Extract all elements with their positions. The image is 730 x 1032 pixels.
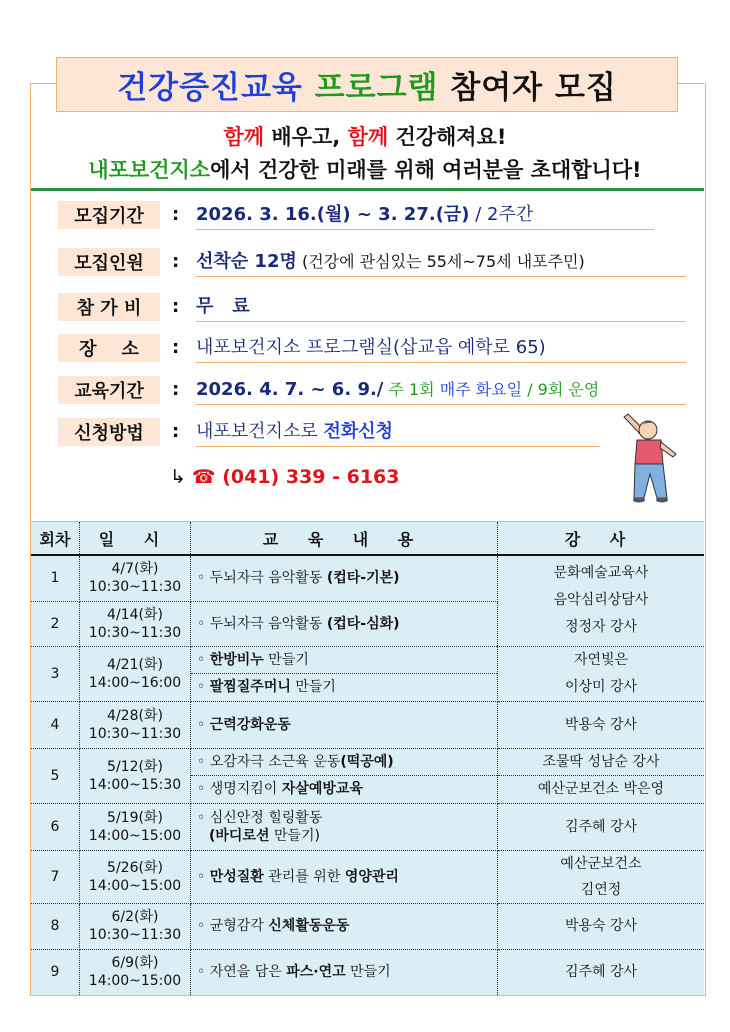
lecturer-cell — [498, 748, 705, 803]
content-text: ◦ 자연을 담은 — [197, 964, 287, 981]
people-extra: (건강에 관심있는 55세~75세 내포주민) — [296, 252, 585, 271]
content-text: 만들기 — [263, 651, 309, 668]
colon: : — [172, 337, 180, 358]
phone-line — [170, 466, 400, 488]
lecturer-text: 정정자 강사 — [564, 619, 638, 636]
content-text: 만들기 — [290, 678, 336, 695]
title-part3: 참여자 모집 — [450, 70, 617, 106]
content-text: 관리를 위한 — [263, 868, 345, 885]
info-value — [196, 376, 686, 405]
content-emph: 팔찜질주머니 — [209, 678, 291, 695]
content-emph: 한방비누 — [209, 651, 264, 668]
info-label: 장 소 — [58, 334, 160, 362]
stretching-person-illustration — [604, 408, 686, 504]
content-text: 만들기) — [269, 827, 320, 844]
time-text: 14:00~15:00 — [88, 877, 182, 894]
lecturer-cell: 김주혜 강사 — [498, 803, 705, 850]
content-emph: 만성질환 — [209, 868, 264, 885]
date-text: 4/21(화) — [107, 656, 163, 673]
content-cell — [191, 555, 498, 601]
content-text: ◦ 균형감각 — [197, 918, 269, 934]
content-text: ◦ — [197, 716, 210, 733]
round-cell: 2 — [31, 601, 80, 646]
content-text: ◦ 두뇌자극 음악활동 — [197, 570, 327, 587]
slogan-text: 에서 건강한 미래를 위해 여러분을 초대합니다! — [210, 158, 642, 182]
header-round: 회차 — [31, 522, 80, 556]
time-text: 10:30~11:30 — [88, 927, 182, 943]
round-cell: 9 — [31, 949, 80, 995]
table-row — [31, 803, 704, 850]
title-part1: 건강증진교육 — [117, 70, 303, 106]
content-line — [191, 647, 497, 673]
content-line — [191, 749, 497, 775]
content-cell — [191, 646, 498, 701]
content-line — [197, 827, 497, 845]
content-text: 만들기 — [345, 964, 391, 981]
round-cell: 1 — [31, 555, 80, 601]
edu-value: 2026. 4. 7. ~ 6. 9./ — [196, 379, 384, 400]
date-cell — [80, 748, 191, 803]
lecturer-text: 조물딱 성남순 강사 — [542, 753, 660, 770]
arrow-icon: ↳ — [170, 466, 186, 488]
content-text: ◦ 두뇌자극 음악활동 — [197, 615, 327, 632]
lecturer-text: 예산군보건소 — [560, 855, 642, 872]
content-cell — [191, 601, 498, 646]
lecturer-text: 자연빛은 — [573, 651, 629, 668]
slogan-org: 내포보건지소 — [88, 158, 211, 182]
date-cell — [80, 601, 191, 646]
place-value: 내포보건지소 프로그램실(삽교읍 예학로 65) — [196, 337, 546, 358]
lecturer-cell: 박용숙 강사 — [498, 903, 705, 949]
date-text: 5/26(화) — [107, 859, 163, 876]
lecturer-cell: 김주혜 강사 — [498, 949, 705, 995]
edu-extra: / 9회 운영 — [522, 380, 600, 399]
edu-extra: 매주 화요일 — [439, 380, 523, 399]
info-value — [196, 334, 686, 363]
slogan-text: 건강해져요! — [388, 125, 507, 149]
content-text: ◦ 심신안정 힐링활동 — [197, 809, 323, 826]
date-text: 5/19(화) — [107, 809, 163, 826]
content-emph: (떡공예) — [340, 753, 394, 770]
round-cell: 7 — [31, 850, 80, 903]
content-cell — [191, 748, 498, 803]
apply-value: 내포보건지소로 — [196, 421, 324, 442]
content-text: ◦ — [197, 651, 210, 668]
content-emph: 자살예방교육 — [281, 780, 363, 797]
time-text: 14:00~15:00 — [88, 827, 182, 844]
content-emph: (컵타-기본) — [326, 570, 400, 587]
time-text: 10:30~11:30 — [88, 624, 182, 641]
info-label: 모집인원 — [58, 248, 160, 276]
table-row — [31, 850, 704, 903]
apply-emph: 전화신청 — [323, 421, 393, 442]
slogan-text: 배우고, — [264, 125, 348, 149]
lecturer-text: 예산군보건소 박은영 — [498, 775, 704, 803]
round-cell: 3 — [31, 646, 80, 701]
content-emph: 근력강화운동 — [209, 716, 291, 733]
round-cell: 6 — [31, 803, 80, 850]
date-text: 6/2(화) — [111, 909, 159, 925]
colon: : — [172, 251, 180, 272]
info-value — [196, 248, 686, 277]
slogan-line1 — [0, 121, 730, 151]
date-cell — [80, 701, 191, 748]
time-text: 14:00~15:30 — [88, 776, 182, 793]
poster-title — [56, 57, 678, 112]
content-text: ◦ — [197, 868, 210, 885]
date-cell — [80, 903, 191, 949]
content-text: ◦ 오감자극 소근육 운동 — [197, 753, 341, 770]
content-cell — [191, 949, 498, 995]
round-cell: 5 — [31, 748, 80, 803]
fee-value: 무 료 — [196, 296, 250, 317]
period-extra: / 2주간 — [469, 204, 534, 225]
time-text: 14:00~15:00 — [88, 973, 182, 990]
lecturer-text: 이상미 강사 — [564, 678, 638, 695]
lecturer-text: 김연정 — [580, 881, 622, 898]
info-value — [196, 201, 654, 230]
lecturer-cell — [498, 646, 705, 701]
period-value: 2026. 3. 16.(월) ~ 3. 27.(금) — [196, 204, 470, 225]
content-cell — [191, 701, 498, 748]
people-value: 선착순 12명 — [196, 251, 297, 272]
content-emph: 파스·연고 — [286, 964, 346, 981]
time-text: 10:30~11:30 — [88, 725, 182, 742]
lecturer-cell — [498, 850, 705, 903]
time-text: 10:30~11:30 — [88, 579, 182, 596]
date-text: 4/14(화) — [107, 606, 163, 623]
table-row — [31, 555, 704, 601]
content-emph: (바디로션 — [209, 827, 270, 844]
content-emph: (컵타-심화) — [326, 615, 400, 632]
lecturer-text: 음악심리상담사 — [553, 592, 649, 609]
slogan-line2 — [0, 154, 730, 184]
info-label: 모집기간 — [58, 201, 160, 229]
date-text: 4/28(화) — [107, 707, 163, 724]
phone-number[interactable]: ☎ (041) 339 - 6163 — [191, 466, 400, 488]
content-line — [191, 673, 497, 701]
info-value — [196, 293, 686, 322]
content-cell — [191, 903, 498, 949]
schedule-table — [31, 521, 704, 995]
date-cell — [80, 555, 191, 601]
date-cell — [80, 850, 191, 903]
table-row — [31, 903, 704, 949]
header-date: 일 시 — [80, 522, 191, 556]
content-text: ◦ — [197, 678, 210, 695]
date-cell — [80, 646, 191, 701]
info-value — [196, 418, 600, 447]
date-cell — [80, 949, 191, 995]
slogan-emph: 함께 — [347, 125, 389, 149]
edu-extra: 주 1회 — [383, 380, 440, 399]
info-label: 참 가 비 — [58, 293, 160, 321]
table-row — [31, 748, 704, 803]
content-line — [191, 775, 497, 803]
header-lecturer: 강 사 — [498, 522, 705, 556]
round-cell: 4 — [31, 701, 80, 748]
content-cell — [191, 803, 498, 850]
slogan-emph: 함께 — [223, 125, 265, 149]
date-text: 5/12(화) — [107, 758, 163, 775]
section-divider — [31, 188, 704, 191]
info-label: 교육기간 — [58, 376, 160, 404]
date-text: 6/9(화) — [111, 955, 159, 972]
lecturer-cell: 박용숙 강사 — [498, 701, 705, 748]
header-content: 교 육 내 용 — [191, 522, 498, 556]
info-label: 신청방법 — [58, 418, 160, 446]
date-cell — [80, 803, 191, 850]
lecturer-cell — [498, 555, 705, 646]
content-emph: 신체활동운동 — [268, 918, 350, 934]
colon: : — [172, 379, 180, 400]
colon: : — [172, 421, 180, 442]
table-row — [31, 949, 704, 995]
content-cell — [191, 850, 498, 903]
title-part2: 프로그램 — [314, 70, 439, 106]
date-text: 4/7(화) — [111, 561, 159, 578]
round-cell: 8 — [31, 903, 80, 949]
colon: : — [172, 296, 180, 317]
table-row — [31, 646, 704, 701]
time-text: 14:00~16:00 — [88, 674, 182, 691]
lecturer-text: 문화예술교육사 — [553, 565, 649, 582]
colon: : — [172, 204, 180, 225]
content-text: ◦ 생명지킴이 — [197, 780, 282, 797]
table-row — [31, 701, 704, 748]
content-emph: 영양관리 — [344, 868, 399, 885]
